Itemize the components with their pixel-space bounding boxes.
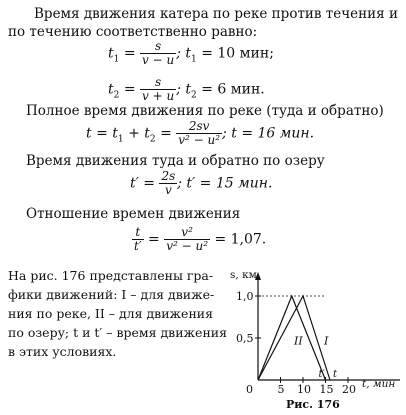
marker-t: t bbox=[333, 369, 338, 380]
equation-ratio: $\frac{t}{t'}$ = $\frac{\text{v²}}{\text{v² − u²}}$ = 1,07. bbox=[134, 225, 267, 253]
x-tick-label: 5 bbox=[277, 383, 285, 396]
x-tick-label: 15 bbox=[319, 383, 334, 396]
x-tick-label: 10 bbox=[297, 383, 311, 396]
paragraph-line: фики движений: I – для движе- bbox=[8, 287, 215, 302]
graph-labels bbox=[230, 269, 395, 411]
paragraph-line: Отношение времен движения bbox=[26, 206, 241, 222]
y-tick-label: 1,0 bbox=[236, 290, 254, 303]
paragraph-line: Время движения катера по реке против течения и bbox=[34, 6, 398, 22]
paragraph-line: На рис. 176 представлены гра- bbox=[8, 268, 214, 283]
y-tick-label: 0 bbox=[246, 383, 253, 396]
equation-t2: $t_2$ = $\frac{s}{v + u}$ ; $t_2 = 6$ мин. bbox=[108, 75, 265, 103]
paragraph-line: ния по реке, II – для движения bbox=[8, 306, 213, 321]
series-line-lake bbox=[258, 296, 326, 380]
marker-t-prime: t′ bbox=[318, 369, 325, 380]
figure-caption: Рис. 176 bbox=[286, 398, 340, 411]
paragraph-line: по озеру; t и t′ – время движения bbox=[8, 325, 228, 340]
paragraph-line: Полное время движения по реке (туда и обратно) bbox=[26, 103, 384, 119]
paragraph-line: Время движения туда и обратно по озеру bbox=[26, 153, 325, 169]
paragraph-line: в этих условиях. bbox=[8, 344, 117, 359]
curve-label-II: II bbox=[294, 334, 303, 348]
x-tick-label: 20 bbox=[342, 383, 356, 396]
y-tick-label: 0,5 bbox=[236, 332, 254, 345]
x-axis-label: t, мин bbox=[362, 378, 396, 390]
curve-label-I: I bbox=[324, 334, 329, 348]
y-axis-label: s, км bbox=[230, 269, 257, 281]
paragraph-line: по течению соответственно равно: bbox=[8, 24, 258, 40]
equation-t1: $t_1$ = $\frac{s}{v - u}$ ; $t_1 = 10$ мин; bbox=[108, 39, 274, 67]
motion-graph bbox=[220, 268, 406, 415]
equation-lake: t′ = $\frac{2s}{v}$ ; t′ = 15 мин. bbox=[130, 169, 273, 197]
graph-axes bbox=[255, 272, 400, 383]
equation-total-river: $t = t_1 + t_2$ = $\frac{2sv}{\text{v² − u²}}$ ; t = 16 мин. bbox=[86, 119, 315, 147]
